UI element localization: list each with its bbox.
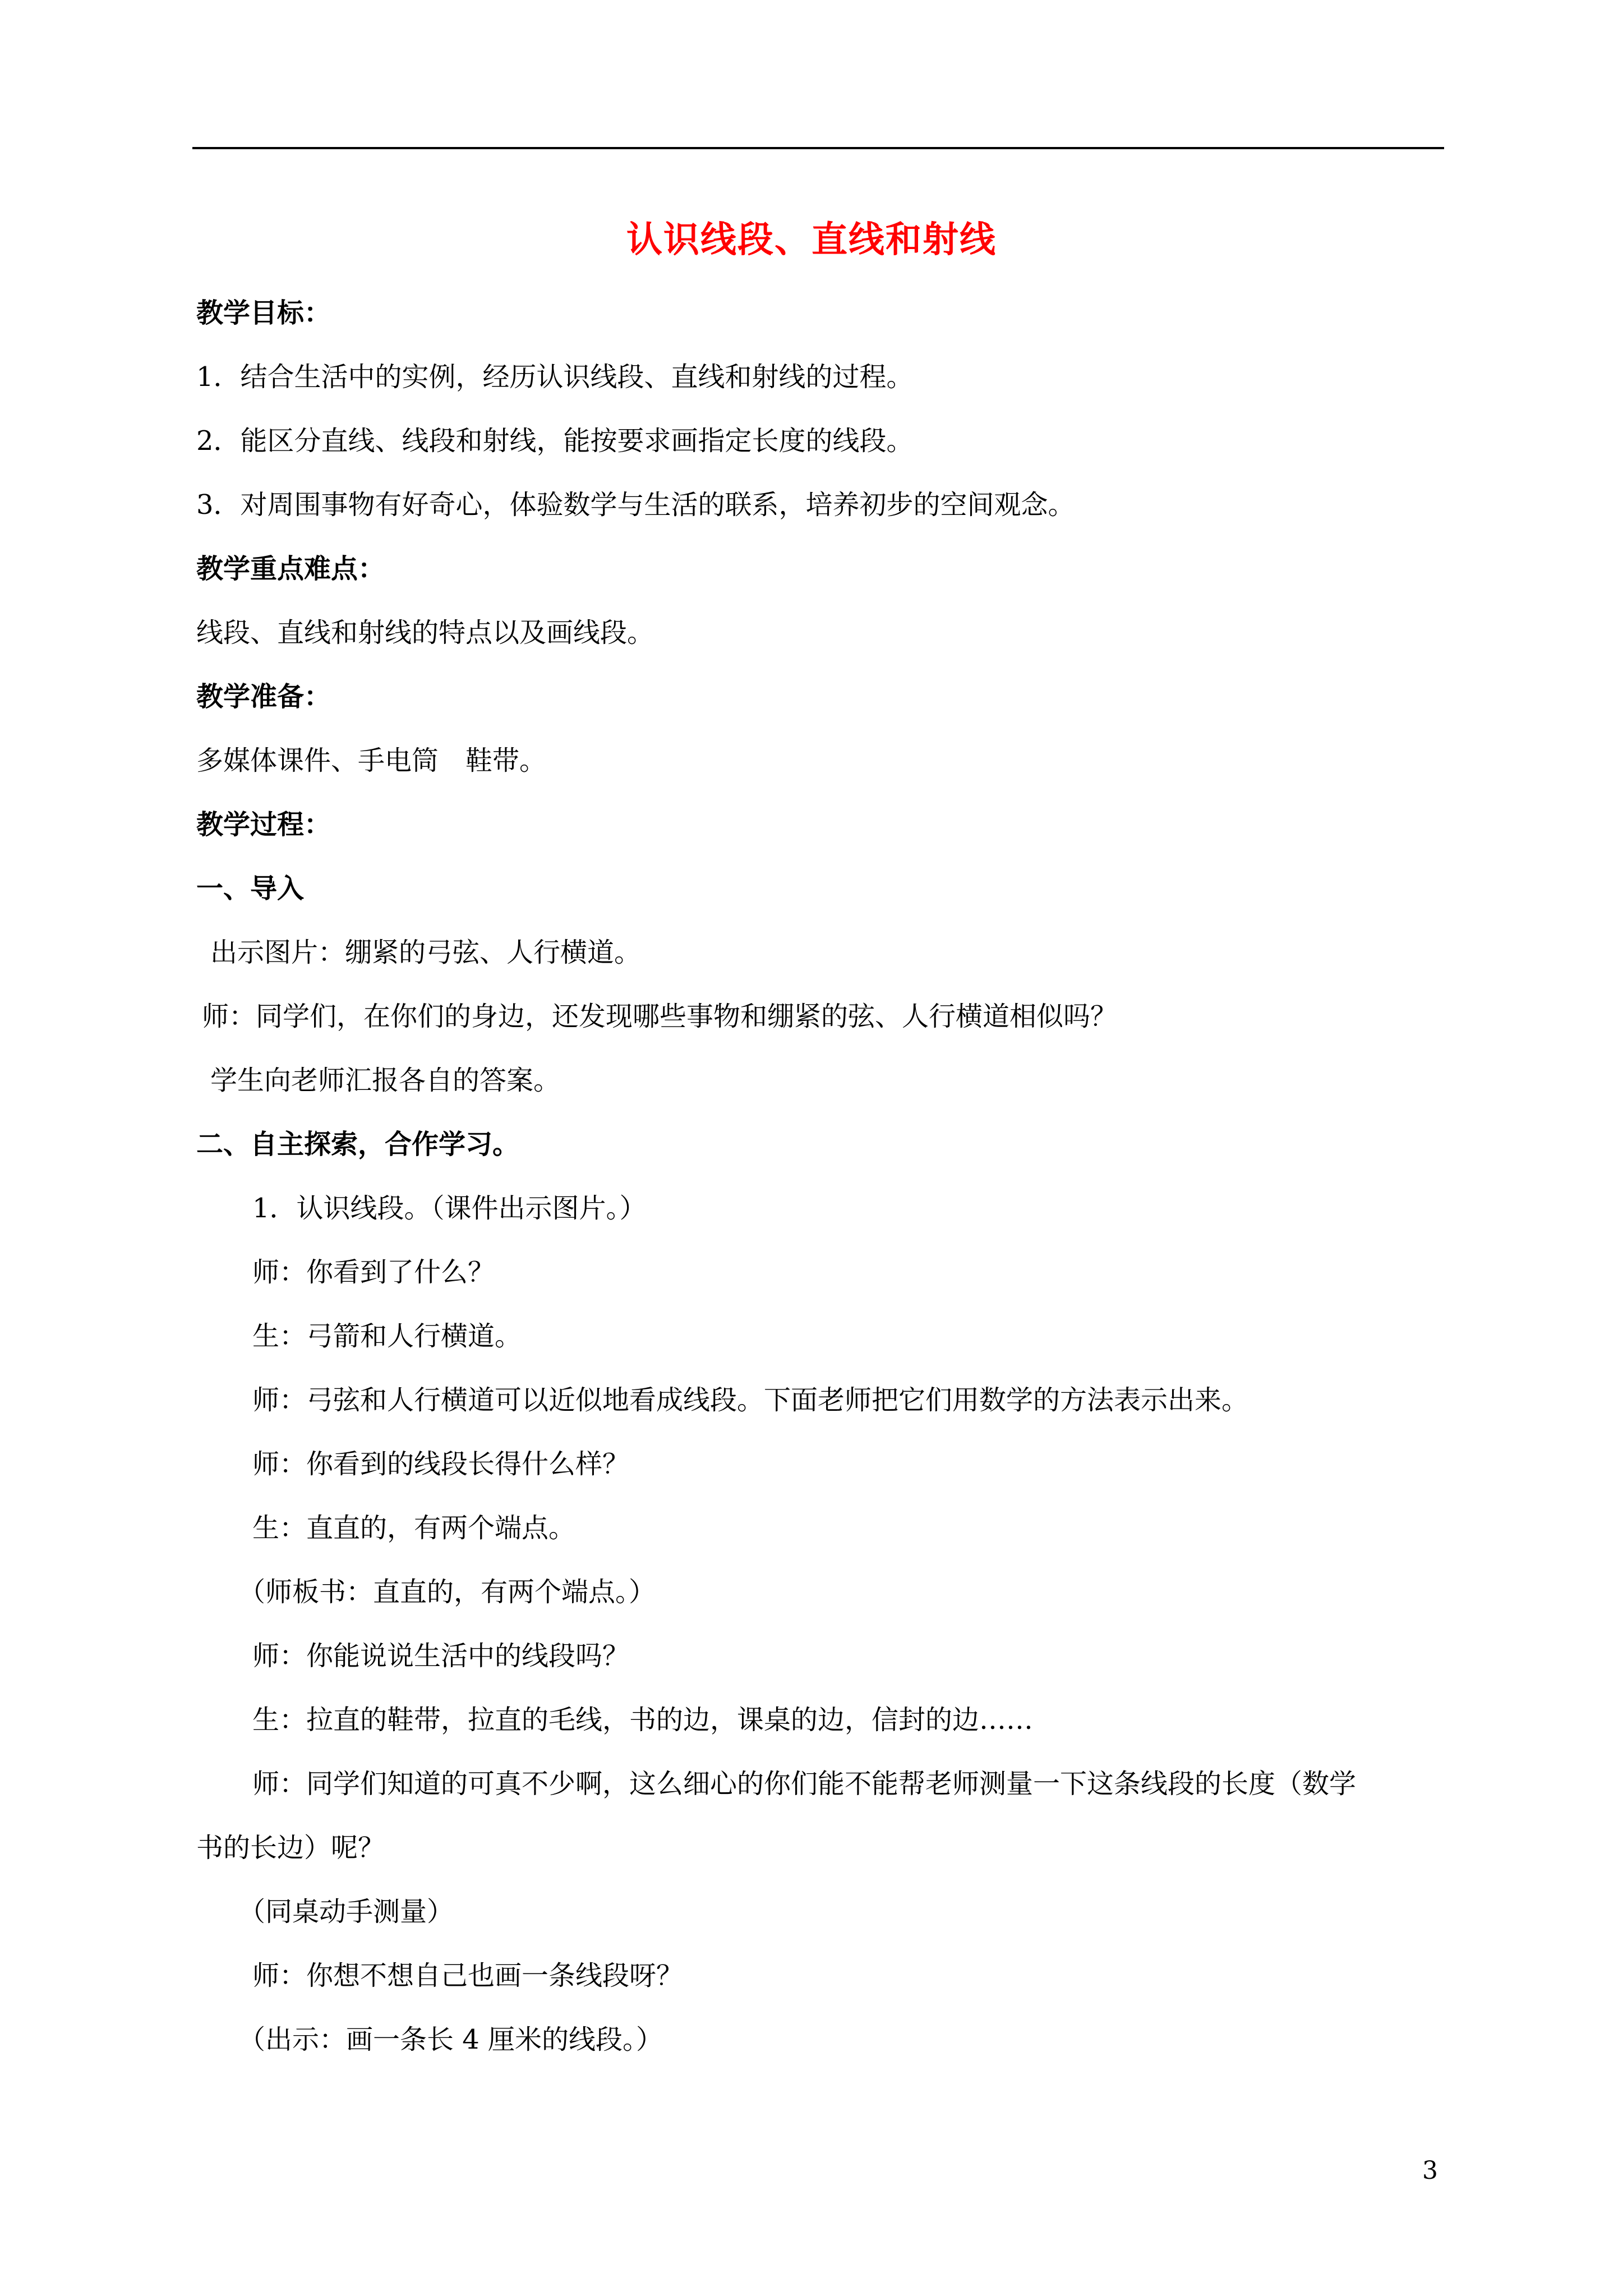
- paragraph: 师：你看到了什么？: [252, 1257, 495, 1288]
- paragraph: （师板书：直直的，有两个端点。）: [238, 1576, 656, 1608]
- paragraph: 师：同学们知道的可真不少啊，这么细心的你们能不能帮老师测量一下这条线段的长度（数学: [252, 1768, 1357, 1800]
- header-rule: [192, 147, 1444, 149]
- paragraph: （出示：画一条长 4 厘米的线段。）: [238, 2024, 663, 2055]
- paragraph: 师：弓弦和人行横道可以近似地看成线段。下面老师把它们用数学的方法表示出来。: [252, 1384, 1249, 1416]
- paragraph: 生：弓箭和人行横道。: [252, 1320, 522, 1352]
- section-heading-process: 教学过程：: [196, 809, 331, 840]
- objective-1: 1．结合生活中的实例，经历认识线段、直线和射线的过程。: [196, 361, 914, 393]
- paragraph: （同桌动手测量）: [238, 1896, 454, 1927]
- objective-3: 3．对周围事物有好奇心，体验数学与生活的联系，培养初步的空间观念。: [196, 489, 1075, 521]
- preparation-text: 多媒体课件、手电筒 鞋带。: [196, 745, 547, 776]
- subsection-introduction: 一、导入: [196, 873, 305, 904]
- key-points-text: 线段、直线和射线的特点以及画线段。: [196, 617, 654, 648]
- paragraph: 生：拉直的鞋带，拉直的毛线，书的边，课桌的边，信封的边……: [252, 1704, 1034, 1736]
- subsection-explore: 二、自主探索，合作学习。: [196, 1129, 520, 1160]
- paragraph: 学生向老师汇报各自的答案。: [210, 1065, 561, 1096]
- section-heading-key-points: 教学重点难点：: [196, 553, 385, 585]
- paragraph: 师：你想不想自己也画一条线段呀？: [252, 1960, 684, 1991]
- page-number: 3: [1422, 2156, 1438, 2185]
- paragraph: 师：你能说说生活中的线段吗？: [252, 1640, 630, 1672]
- objective-2: 2．能区分直线、线段和射线，能按要求画指定长度的线段。: [196, 425, 914, 457]
- section-heading-objectives: 教学目标：: [196, 297, 331, 329]
- document-title: 认识线段、直线和射线: [626, 219, 997, 261]
- section-heading-preparation: 教学准备：: [196, 681, 331, 712]
- paragraph: 师：你看到的线段长得什么样？: [252, 1448, 630, 1480]
- paragraph: 师：同学们，在你们的身边，还发现哪些事物和绷紧的弦、人行横道相似吗？: [202, 1001, 1118, 1032]
- paragraph: 1．认识线段。（课件出示图片。）: [252, 1193, 647, 1224]
- paragraph: 出示图片：绷紧的弓弦、人行横道。: [210, 937, 642, 968]
- paragraph: 生：直直的，有两个端点。: [252, 1512, 576, 1544]
- paragraph: 书的长边）呢？: [196, 1832, 385, 1864]
